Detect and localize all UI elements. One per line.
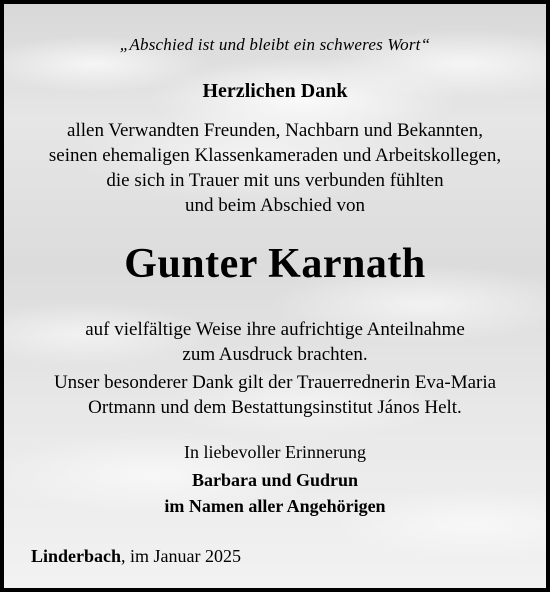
place-date	[31, 546, 241, 567]
special-thanks-line: Ortmann und dem Bestattungsinstitut János Helt.	[88, 397, 462, 418]
place: Linderbach	[31, 546, 122, 566]
thanks-line: die sich in Trauer mit uns verbunden fühlten	[106, 170, 444, 191]
thanks-line: seinen ehemaligen Klassenkameraden und Arbeitskollegen,	[48, 145, 502, 166]
thanks-heading: Herzlichen Dank	[202, 80, 348, 102]
date: , im Januar 2025	[121, 546, 242, 566]
signers: Barbara und Gudrun	[191, 470, 359, 490]
sympathy-line: auf vielfältige Weise ihre aufrichtige Anteilnahme	[85, 319, 465, 340]
thanks-line: und beim Abschied von	[185, 195, 365, 216]
deceased-name: Gunter Karnath	[124, 241, 426, 287]
special-thanks-line: Unser besonderer Dank gilt der Trauerrednerin Eva-Maria	[53, 372, 497, 393]
thanks-line: allen Verwandten Freunden, Nachbarn und Bekannten,	[67, 120, 483, 141]
closing-line: In liebevoller Erinnerung	[184, 442, 366, 462]
motto-quote: „Abschied ist und bleibt ein schweres Wort“	[119, 35, 431, 54]
signers-note: im Namen aller Angehörigen	[164, 496, 386, 516]
sympathy-line: zum Ausdruck brachten.	[182, 344, 368, 365]
